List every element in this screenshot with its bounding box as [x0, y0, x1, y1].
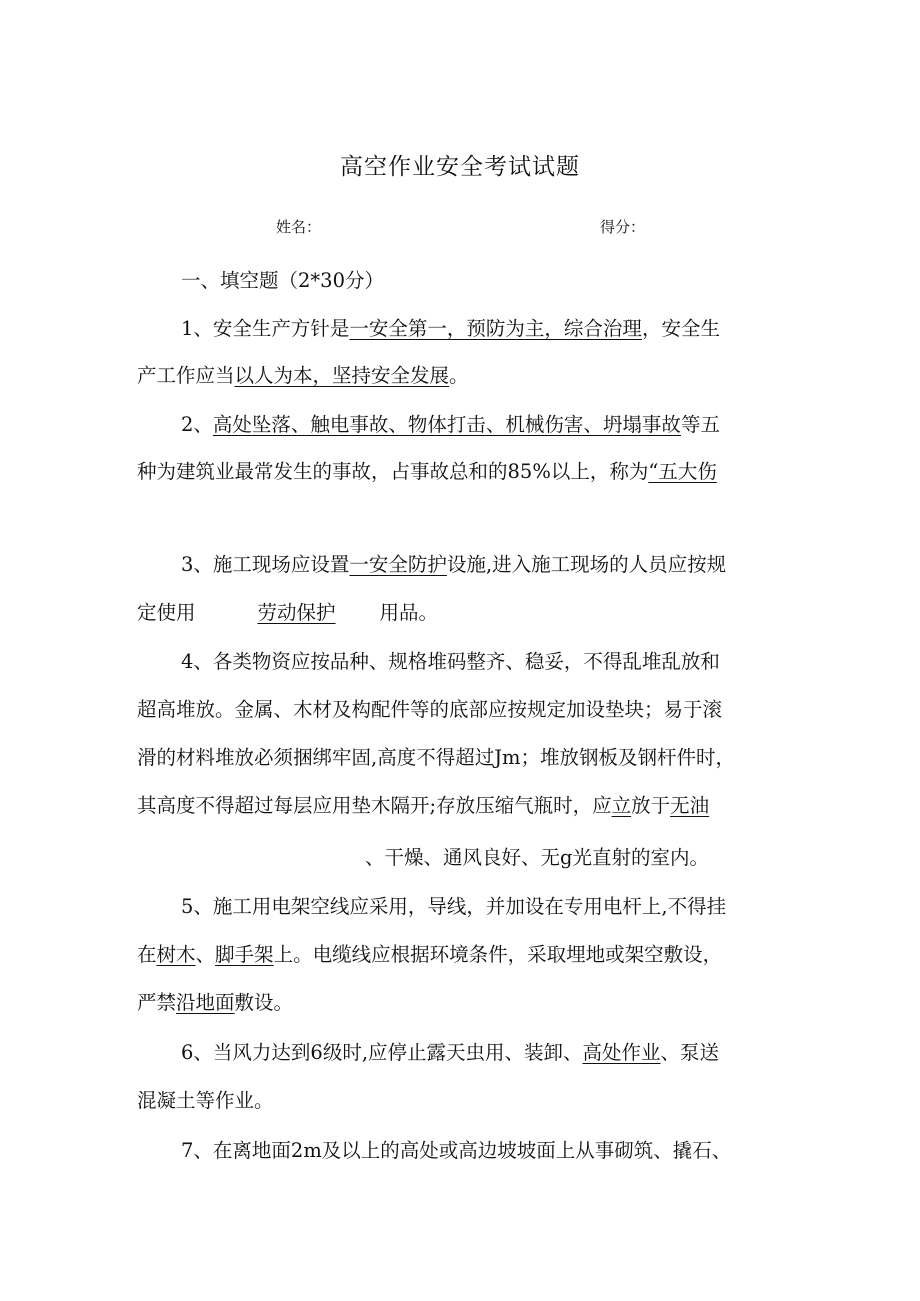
q3-text-c: 设施,进入施工现场的人员应按规: [446, 553, 727, 576]
q3-answer-2: 劳动保护: [257, 601, 336, 624]
q1-text-c: ，安全生: [641, 317, 720, 340]
question-3-line-2: [137, 600, 438, 626]
q5-text-a: 在: [137, 943, 157, 966]
q3-answer-1: 一安全防护: [349, 553, 447, 576]
q5-answer-1: 树木: [156, 943, 196, 966]
q1-answer-1: 一安全第一，预防为主，综合治理: [349, 317, 642, 340]
q3-text-f: 用品。: [379, 601, 439, 624]
q2-text-c: 等五: [680, 413, 720, 436]
q5-text-c: 、: [195, 943, 216, 966]
q4-text-c: 放于: [631, 794, 671, 817]
q1-text-a: 1、安全生产方针是: [181, 317, 350, 340]
q4-answer-2: 无油: [670, 794, 710, 817]
question-4-line-3: 滑的材料堆放必须捆绑牢固,高度不得超过Jm；堆放钢板及钢杆件时，: [137, 746, 736, 769]
question-1-line-1: [181, 316, 720, 342]
question-1-line-2: [137, 363, 469, 389]
question-7-line-1: 7、在离地面2m及以上的高处或高边坡坡面上从事砌筑、撬石、: [181, 1139, 732, 1162]
q6-text-a: 6、当风力达到6级时,应停止露天虫用、装卸、: [181, 1041, 583, 1064]
question-6-line-2: 混凝土等作业。: [137, 1089, 274, 1112]
q2-text-d: 种为建筑业最常发生的事故，占事故总和的85%以上，称为: [137, 460, 649, 483]
q2-text-a: 2、: [181, 413, 213, 436]
q1-answer-2: 以人为本，坚持安全发展: [234, 364, 450, 387]
question-2-line-1: [181, 412, 720, 438]
q4-answer-1: 立: [611, 794, 632, 817]
question-4-line-1: 4、各类物资应按品种、规格堆码整齐、稳妥，不得乱堆乱放和: [181, 650, 720, 673]
question-2-line-2: [137, 459, 717, 485]
q5-answer-3: 沿地面: [176, 991, 235, 1014]
section-heading: 一、填空题（2*30分）: [181, 269, 384, 292]
question-4-line-2: 超高堆放。金属、木材及构配件等的底部应按规定加设垫块；易于滚: [137, 698, 723, 721]
q5-answer-2: 脚手架: [215, 943, 274, 966]
q3-text-d: 定使用: [137, 601, 196, 624]
q3-text-a: 3、施工现场应设置: [181, 553, 350, 576]
q5-text-g: 敷设。: [234, 991, 294, 1014]
q1-text-d: 产工作应当: [137, 364, 235, 387]
question-4-line-4: [137, 793, 709, 819]
question-4-line-5: 、干燥、通风良好、无g光直射的室内。: [365, 846, 709, 869]
q6-text-c: 、泵送: [660, 1041, 720, 1064]
score-label: 得分：: [600, 218, 646, 236]
question-5-line-3: [137, 990, 293, 1016]
question-3-line-1: [181, 552, 726, 578]
page-title: 高空作业安全考试试题: [340, 154, 580, 180]
name-label: 姓名：: [276, 218, 322, 236]
question-5-line-1: 5、施工用电架空线应采用，导线，并加设在专用电杆上,不得挂: [181, 895, 727, 918]
q2-answer-2: “五大伤: [648, 460, 717, 483]
q5-text-e: 上。电缆线应根据环境条件，采取埋地或架空敷设，: [273, 943, 723, 966]
q5-text-f: 严禁: [137, 991, 177, 1014]
question-5-line-2: [137, 942, 722, 968]
q4-text-a: 其高度不得超过每层应用垫木隔开;存放压缩气瓶时，应: [137, 794, 612, 817]
q6-answer-1: 高处作业: [582, 1041, 661, 1064]
q1-text-f: 。: [449, 364, 469, 387]
question-6-line-1: [181, 1040, 719, 1066]
q2-answer-1: 高处坠落、触电事故、物体打击、机械伤害、坍塌事故: [212, 413, 681, 436]
